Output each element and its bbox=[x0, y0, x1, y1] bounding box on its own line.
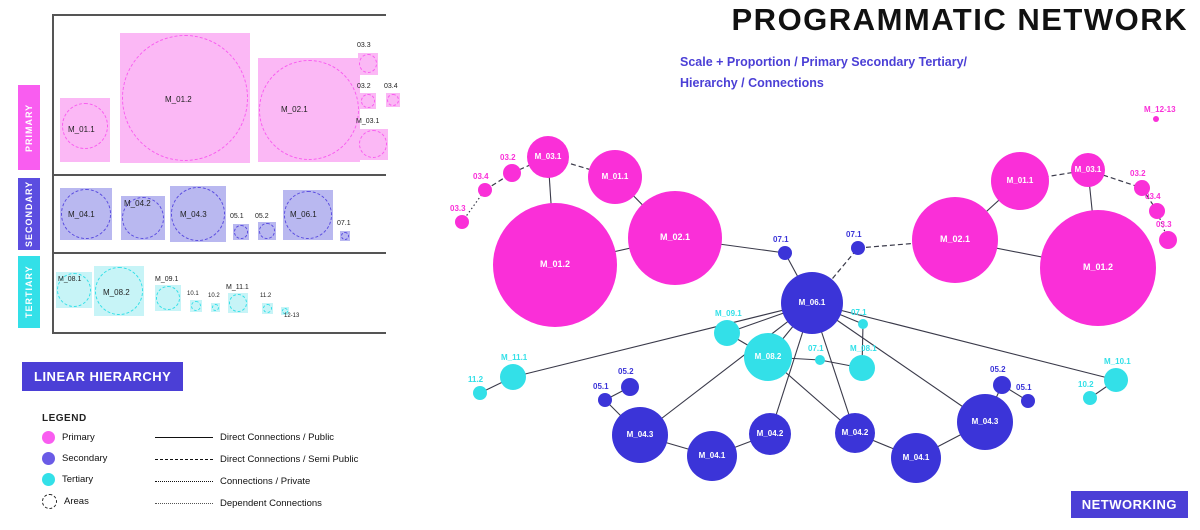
network-node-05-2[interactable] bbox=[993, 376, 1011, 394]
legend-line-label: Connections / Private bbox=[220, 476, 311, 487]
network-node-label: M_03.1 bbox=[534, 151, 562, 161]
network-node-m-10-1[interactable] bbox=[1104, 368, 1128, 392]
legend-key-primary bbox=[42, 431, 95, 444]
divider-secondary-tertiary bbox=[52, 252, 386, 254]
network-node-label: M_10.1 bbox=[1104, 357, 1131, 366]
network-node-label: M_01.1 bbox=[601, 171, 629, 181]
hierarchy-label-m091: M_09.1 bbox=[155, 276, 179, 283]
network-node-m-04-1[interactable] bbox=[891, 433, 941, 483]
legend-line-dependent bbox=[155, 498, 322, 509]
network-node-label: 03.3 bbox=[1156, 220, 1172, 229]
hierarchy-label-034: 03.4 bbox=[384, 83, 398, 90]
hierarchy-circle-033 bbox=[359, 54, 377, 73]
network-node-10-2[interactable] bbox=[1083, 391, 1097, 405]
hierarchy-circle-032 bbox=[361, 94, 375, 108]
network-node-05-1[interactable] bbox=[1021, 394, 1035, 408]
hierarchy-circle-m111 bbox=[229, 294, 247, 312]
legend-dot-tertiary-icon bbox=[42, 473, 55, 486]
network-node-07-1[interactable] bbox=[815, 355, 825, 365]
network-node-label: M_04.3 bbox=[971, 416, 999, 426]
hierarchy-label-m043: M_04.3 bbox=[180, 210, 207, 219]
hierarchy-label-052: 05.2 bbox=[255, 213, 269, 220]
network-node-label: 05.1 bbox=[593, 382, 609, 391]
network-node-label: 03.2 bbox=[1130, 169, 1146, 178]
legend-title: LEGEND bbox=[42, 413, 87, 424]
hierarchy-circle-112 bbox=[263, 304, 272, 313]
linear-hierarchy-badge: LINEAR HIERARCHY bbox=[22, 362, 183, 391]
networking-badge: NETWORKING bbox=[1071, 491, 1188, 518]
tier-tab-secondary: SECONDARY bbox=[18, 178, 40, 250]
network-node-label: 03.3 bbox=[450, 204, 466, 213]
network-node-m-03-1[interactable] bbox=[1071, 153, 1105, 187]
hierarchy-circle-m031 bbox=[359, 130, 387, 158]
hierarchy-circle-102 bbox=[212, 304, 219, 311]
divider-primary-secondary bbox=[52, 174, 386, 176]
network-node-label: M_11.1 bbox=[501, 353, 528, 362]
network-node-m-01-2[interactable] bbox=[493, 203, 617, 327]
line-dotted-icon bbox=[155, 481, 213, 482]
subtitle-line-2: Hierarchy / Connections bbox=[680, 75, 824, 90]
hierarchy-circle-101 bbox=[191, 301, 201, 311]
hierarchy-label-m111: M_11.1 bbox=[226, 284, 249, 291]
network-node-label: M_03.1 bbox=[1074, 164, 1102, 174]
network-node-m-04-3[interactable] bbox=[957, 394, 1013, 450]
hierarchy-label-m081: M_08.1 bbox=[58, 276, 82, 283]
network-node-label: M_09.1 bbox=[715, 309, 742, 318]
network-node-03-2[interactable] bbox=[503, 164, 521, 182]
network-node-label: M_01.1 bbox=[1006, 175, 1034, 185]
network-node-label: 05.1 bbox=[1016, 383, 1032, 392]
legend-key-areas bbox=[42, 494, 89, 509]
network-node-label: M_08.1 bbox=[850, 344, 877, 353]
network-node-m-01-1[interactable] bbox=[588, 150, 642, 204]
hierarchy-label-m012: M_01.2 bbox=[165, 95, 192, 104]
legend-dashed-circle-icon bbox=[42, 494, 57, 509]
network-node-label: 03.4 bbox=[1145, 192, 1161, 201]
network-node-03-4[interactable] bbox=[478, 183, 492, 197]
hierarchy-label-m031: M_03.1 bbox=[356, 118, 380, 125]
subtitle-line-1: Scale + Proportion / Primary Secondary Tertiary/ bbox=[680, 55, 968, 69]
network-node-label: M_06.1 bbox=[798, 297, 826, 307]
hierarchy-circle-071 bbox=[341, 232, 349, 240]
network-node-label: M_02.1 bbox=[659, 232, 691, 243]
network-node-label: 07.1 bbox=[846, 230, 862, 239]
hierarchy-label-033: 03.3 bbox=[357, 42, 371, 49]
network-node-label: 10.2 bbox=[1078, 380, 1094, 389]
network-diagram-panel bbox=[400, 0, 1200, 530]
legend-line-label: Direct Connections / Semi Public bbox=[220, 454, 359, 465]
network-node-m-02-1[interactable] bbox=[912, 197, 998, 283]
network-node-label: 07.1 bbox=[851, 308, 867, 317]
network-node-label: M_04.1 bbox=[698, 450, 726, 460]
hierarchy-label-m021: M_02.1 bbox=[281, 105, 308, 114]
legend-line-private bbox=[155, 476, 310, 487]
hierarchy-circle-m091 bbox=[156, 286, 180, 310]
network-node-m-04-3[interactable] bbox=[612, 407, 668, 463]
network-node-label: 03.4 bbox=[473, 172, 489, 181]
network-node-07-1[interactable] bbox=[778, 246, 792, 260]
legend-key-secondary bbox=[42, 452, 107, 465]
network-node-m-01-1[interactable] bbox=[991, 152, 1049, 210]
network-node-label: M_01.2 bbox=[1082, 262, 1114, 273]
network-node-label: 11.2 bbox=[468, 375, 484, 384]
network-node-label: M_04.2 bbox=[841, 427, 869, 437]
hierarchy-label-071: 07.1 bbox=[337, 220, 351, 227]
hierarchy-circle-052 bbox=[259, 223, 275, 239]
network-node-m-01-2[interactable] bbox=[1040, 210, 1156, 326]
network-node-label: 07.1 bbox=[808, 344, 824, 353]
network-node-label: M_04.2 bbox=[756, 428, 784, 438]
network-node-m-08-1[interactable] bbox=[849, 355, 875, 381]
hierarchy-label-m011: M_01.1 bbox=[68, 125, 95, 134]
legend-line-direct-public bbox=[155, 432, 334, 443]
hierarchy-label-m041: M_04.1 bbox=[68, 210, 95, 219]
hierarchy-label-112: 11.2 bbox=[260, 293, 272, 299]
hierarchy-label-m082: M_08.2 bbox=[103, 288, 130, 297]
network-node-03-3[interactable] bbox=[455, 215, 469, 229]
hierarchy-label-m061: M_06.1 bbox=[290, 210, 317, 219]
line-solid-icon bbox=[155, 437, 213, 438]
network-node-03-3[interactable] bbox=[1159, 231, 1177, 249]
network-node-m-06-1[interactable] bbox=[781, 272, 843, 334]
network-node-label: M_12-13 bbox=[1144, 105, 1176, 114]
network-node-05-1[interactable] bbox=[598, 393, 612, 407]
network-node-03-4[interactable] bbox=[1149, 203, 1165, 219]
hierarchy-label-1213: 12-13 bbox=[284, 313, 300, 319]
network-node-label: 05.2 bbox=[990, 365, 1006, 374]
network-node-m-03-1[interactable] bbox=[527, 136, 569, 178]
hierarchy-circle-034 bbox=[387, 94, 399, 106]
hierarchy-label-102: 10.2 bbox=[208, 293, 220, 299]
divider-top bbox=[52, 14, 386, 16]
divider-bottom bbox=[52, 332, 386, 334]
hierarchy-label-032: 03.2 bbox=[357, 83, 371, 90]
tier-tab-tertiary: TERTIARY bbox=[18, 256, 40, 328]
network-node-label: M_04.1 bbox=[902, 452, 930, 462]
hierarchy-label-101: 10.1 bbox=[187, 291, 199, 297]
line-dashed-icon bbox=[155, 459, 213, 460]
legend-key-label: Areas bbox=[64, 496, 89, 507]
legend-key-label: Primary bbox=[62, 432, 95, 443]
network-node-m-11-1[interactable] bbox=[500, 364, 526, 390]
hierarchy-circle-051 bbox=[234, 225, 248, 239]
legend-key-label: Secondary bbox=[62, 453, 108, 464]
network-node-label: M_08.2 bbox=[754, 351, 782, 361]
network-node-07-1[interactable] bbox=[851, 241, 865, 255]
network-node-m-02-1[interactable] bbox=[628, 191, 722, 285]
network-node-label: 05.2 bbox=[618, 367, 634, 376]
network-node-label: M_04.3 bbox=[626, 429, 654, 439]
network-node-label: M_01.2 bbox=[539, 259, 571, 270]
network-node-05-2[interactable] bbox=[621, 378, 639, 396]
legend-line-label: Dependent Connections bbox=[220, 498, 322, 509]
legend-line-label: Direct Connections / Public bbox=[220, 432, 335, 443]
network-node-11-2[interactable] bbox=[473, 386, 487, 400]
page-title: PROGRAMMATIC NETWORK bbox=[731, 2, 1188, 37]
legend-line-direct-semipublic bbox=[155, 454, 358, 465]
network-node-m-04-2[interactable] bbox=[749, 413, 791, 455]
network-node-07-1[interactable] bbox=[858, 319, 868, 329]
network-edge bbox=[812, 303, 985, 422]
line-fine-dotted-icon bbox=[155, 503, 213, 504]
network-node-label: M_02.1 bbox=[939, 234, 971, 245]
network-node-m-04-2[interactable] bbox=[835, 413, 875, 453]
network-node-m-09-1[interactable] bbox=[714, 320, 740, 346]
divider-left-vertical bbox=[52, 14, 54, 332]
legend-key-label: Tertiary bbox=[62, 474, 94, 485]
legend-key-tertiary bbox=[42, 473, 93, 486]
legend-dot-primary-icon bbox=[42, 431, 55, 444]
hierarchy-circle-m021 bbox=[259, 60, 359, 160]
network-node-m-12-13[interactable] bbox=[1153, 116, 1159, 122]
network-node-label: 07.1 bbox=[773, 235, 789, 244]
network-node-label: 03.2 bbox=[500, 153, 516, 162]
hierarchy-label-m042: M_04.2 bbox=[124, 199, 151, 208]
legend-dot-secondary-icon bbox=[42, 452, 55, 465]
tier-tab-primary: PRIMARY bbox=[18, 85, 40, 170]
linear-hierarchy-panel bbox=[0, 0, 400, 530]
network-node-m-08-2[interactable] bbox=[744, 333, 792, 381]
network-node-m-04-1[interactable] bbox=[687, 431, 737, 481]
hierarchy-label-051: 05.1 bbox=[230, 213, 244, 220]
